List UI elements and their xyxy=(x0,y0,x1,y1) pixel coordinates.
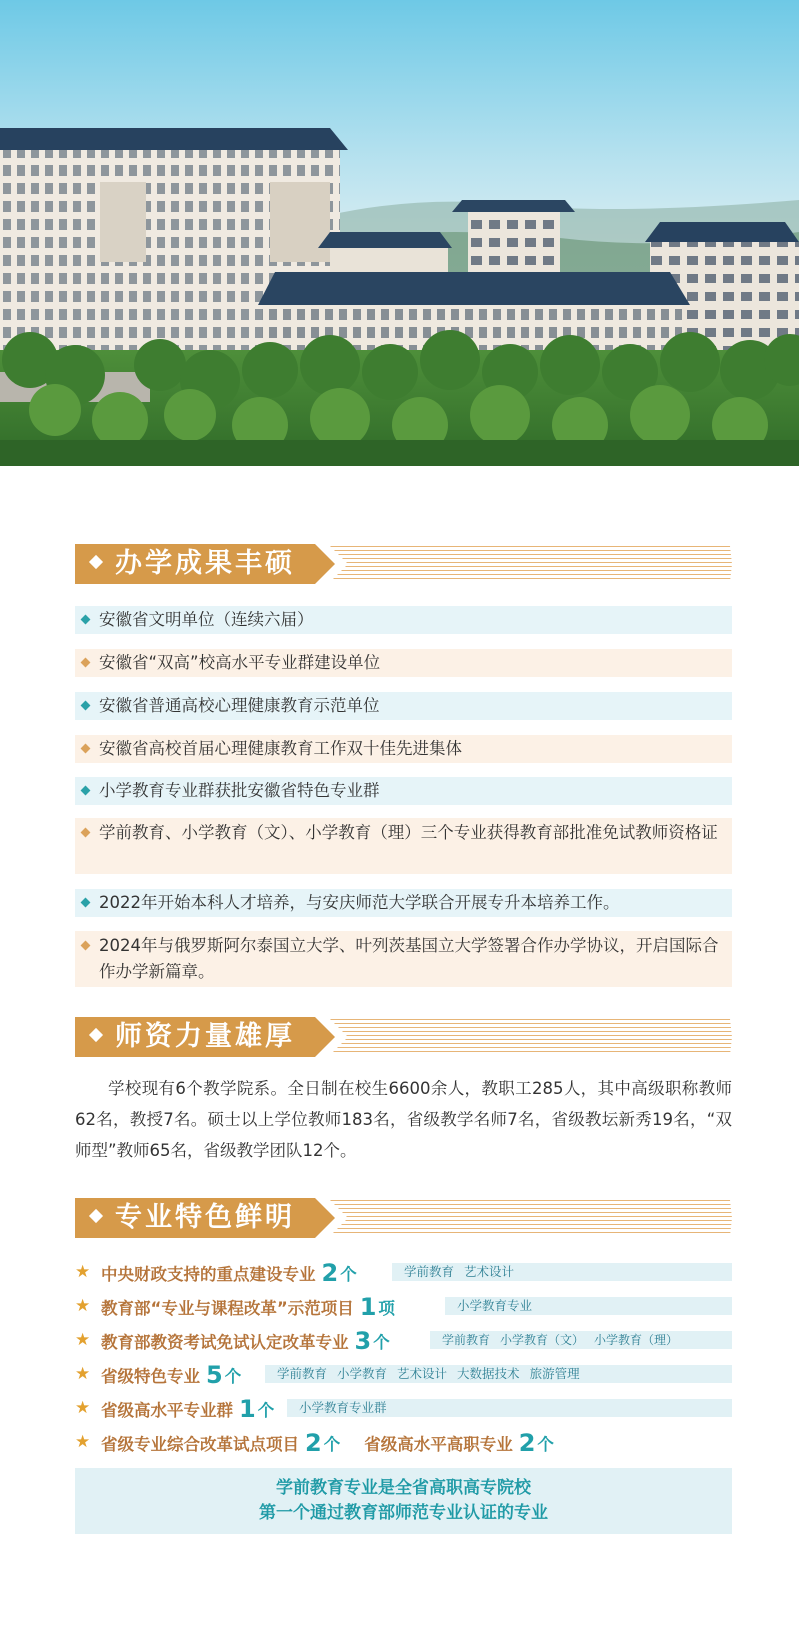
achievement-item: 2024年与俄罗斯阿尔泰国立大学、叶列茨基国立大学签署合作办学协议，开启国际合作办学新篇章。 xyxy=(75,931,732,987)
achievement-item: 安徽省文明单位（连续六届） xyxy=(75,606,732,634)
section-title: 专业特色鲜明 xyxy=(115,1202,295,1233)
specialty-row: ★ 教育部“专业与课程改革”示范项目 1 项 小学教育专业 xyxy=(75,1293,732,1319)
achievement-item: 2022年开始本科人才培养，与安庆师范大学联合开展专升本培养工作。 xyxy=(75,889,732,917)
callout-line-2: 第一个通过教育部师范专业认证的专业 xyxy=(259,1503,548,1523)
diamond-bullet-icon xyxy=(81,828,91,838)
specialty-tags xyxy=(430,1331,732,1349)
campus-hero-photo xyxy=(0,0,799,466)
specialty-tag: 小学教育 xyxy=(337,1366,388,1381)
star-icon: ★ xyxy=(75,1398,91,1418)
specialty-tag: 艺术设计 xyxy=(464,1264,515,1279)
specialty-row: ★ 省级高水平专业群 1 个 小学教育专业群 xyxy=(75,1395,732,1421)
diamond-bullet-icon xyxy=(81,898,91,908)
specialty-tag: 小学教育专业群 xyxy=(299,1400,387,1415)
certification-callout xyxy=(75,1468,732,1534)
diamond-bullet-icon xyxy=(81,615,91,625)
diamond-bullet-icon xyxy=(81,941,91,951)
specialty-row: ★ 中央财政支持的重点建设专业 2 个 学前教育 艺术设计 xyxy=(75,1259,732,1285)
callout-line-1: 学前教育专业是全省高职高专院校 xyxy=(276,1478,531,1498)
specialty-tags xyxy=(445,1297,732,1315)
specialty-tags xyxy=(265,1365,732,1383)
diamond-bullet-icon xyxy=(81,786,91,796)
specialty-row: ★ 教育部教资考试免试认定改革专业 3 个 学前教育 小学教育（文） 小学教育（理） xyxy=(75,1327,732,1353)
diamond-icon xyxy=(89,1027,103,1041)
diamond-icon xyxy=(89,554,103,568)
achievement-item: 小学教育专业群获批安徽省特色专业群 xyxy=(75,777,732,805)
diamond-bullet-icon xyxy=(81,701,91,711)
specialty-tag: 小学教育专业 xyxy=(457,1298,533,1313)
section-title: 师资力量雄厚 xyxy=(115,1021,295,1052)
specialty-tag: 艺术设计 xyxy=(397,1366,448,1381)
star-icon: ★ xyxy=(75,1432,91,1452)
specialty-tags xyxy=(392,1263,732,1281)
section-title: 办学成果丰硕 xyxy=(115,548,295,579)
star-icon: ★ xyxy=(75,1262,91,1282)
achievement-item: 学前教育、小学教育（文）、小学教育（理）三个专业获得教育部批准免试教师资格证 xyxy=(75,818,732,874)
diamond-icon xyxy=(89,1208,103,1222)
decorative-stripes xyxy=(330,1200,732,1236)
achievement-item: 安徽省“双高”校高水平专业群建设单位 xyxy=(75,649,732,677)
achievement-item: 安徽省高校首届心理健康教育工作双十佳先进集体 xyxy=(75,735,732,763)
specialty-tag: 小学教育（理） xyxy=(594,1333,679,1347)
faculty-description: 学校现有6个教学院系。全日制在校生6600余人，教职工285人，其中高级职称教师62名，教授7名。硕士以上学位教师183名，省级教学名师7名，省级教坛新秀19名，“双师型”教师65名，省级教学团队12个。 xyxy=(75,1079,732,1160)
specialty-row: ★ 省级特色专业 5 个 学前教育 小学教育 艺术设计 大数据技术 旅游管理 xyxy=(75,1361,732,1387)
specialty-tags xyxy=(287,1399,732,1417)
specialty-tag: 学前教育 xyxy=(404,1264,455,1279)
star-icon: ★ xyxy=(75,1330,91,1350)
specialty-tag: 小学教育（文） xyxy=(500,1333,585,1347)
diamond-bullet-icon xyxy=(81,744,91,754)
decorative-stripes xyxy=(330,546,732,582)
section-header-specialty xyxy=(75,1198,732,1238)
star-icon: ★ xyxy=(75,1296,91,1316)
section-header-achievements xyxy=(75,544,732,584)
specialty-tag: 旅游管理 xyxy=(529,1366,580,1381)
specialty-row: ★ 省级专业综合改革试点项目 2 个 省级高水平高职专业 2 个 xyxy=(75,1429,554,1457)
star-icon: ★ xyxy=(75,1364,91,1384)
specialty-tag: 学前教育 xyxy=(277,1366,328,1381)
decorative-stripes xyxy=(330,1019,732,1055)
specialty-tag: 学前教育 xyxy=(442,1333,491,1347)
diamond-bullet-icon xyxy=(81,658,91,668)
specialty-tag: 大数据技术 xyxy=(457,1366,520,1381)
section-header-faculty xyxy=(75,1017,732,1057)
achievement-item: 安徽省普通高校心理健康教育示范单位 xyxy=(75,692,732,720)
